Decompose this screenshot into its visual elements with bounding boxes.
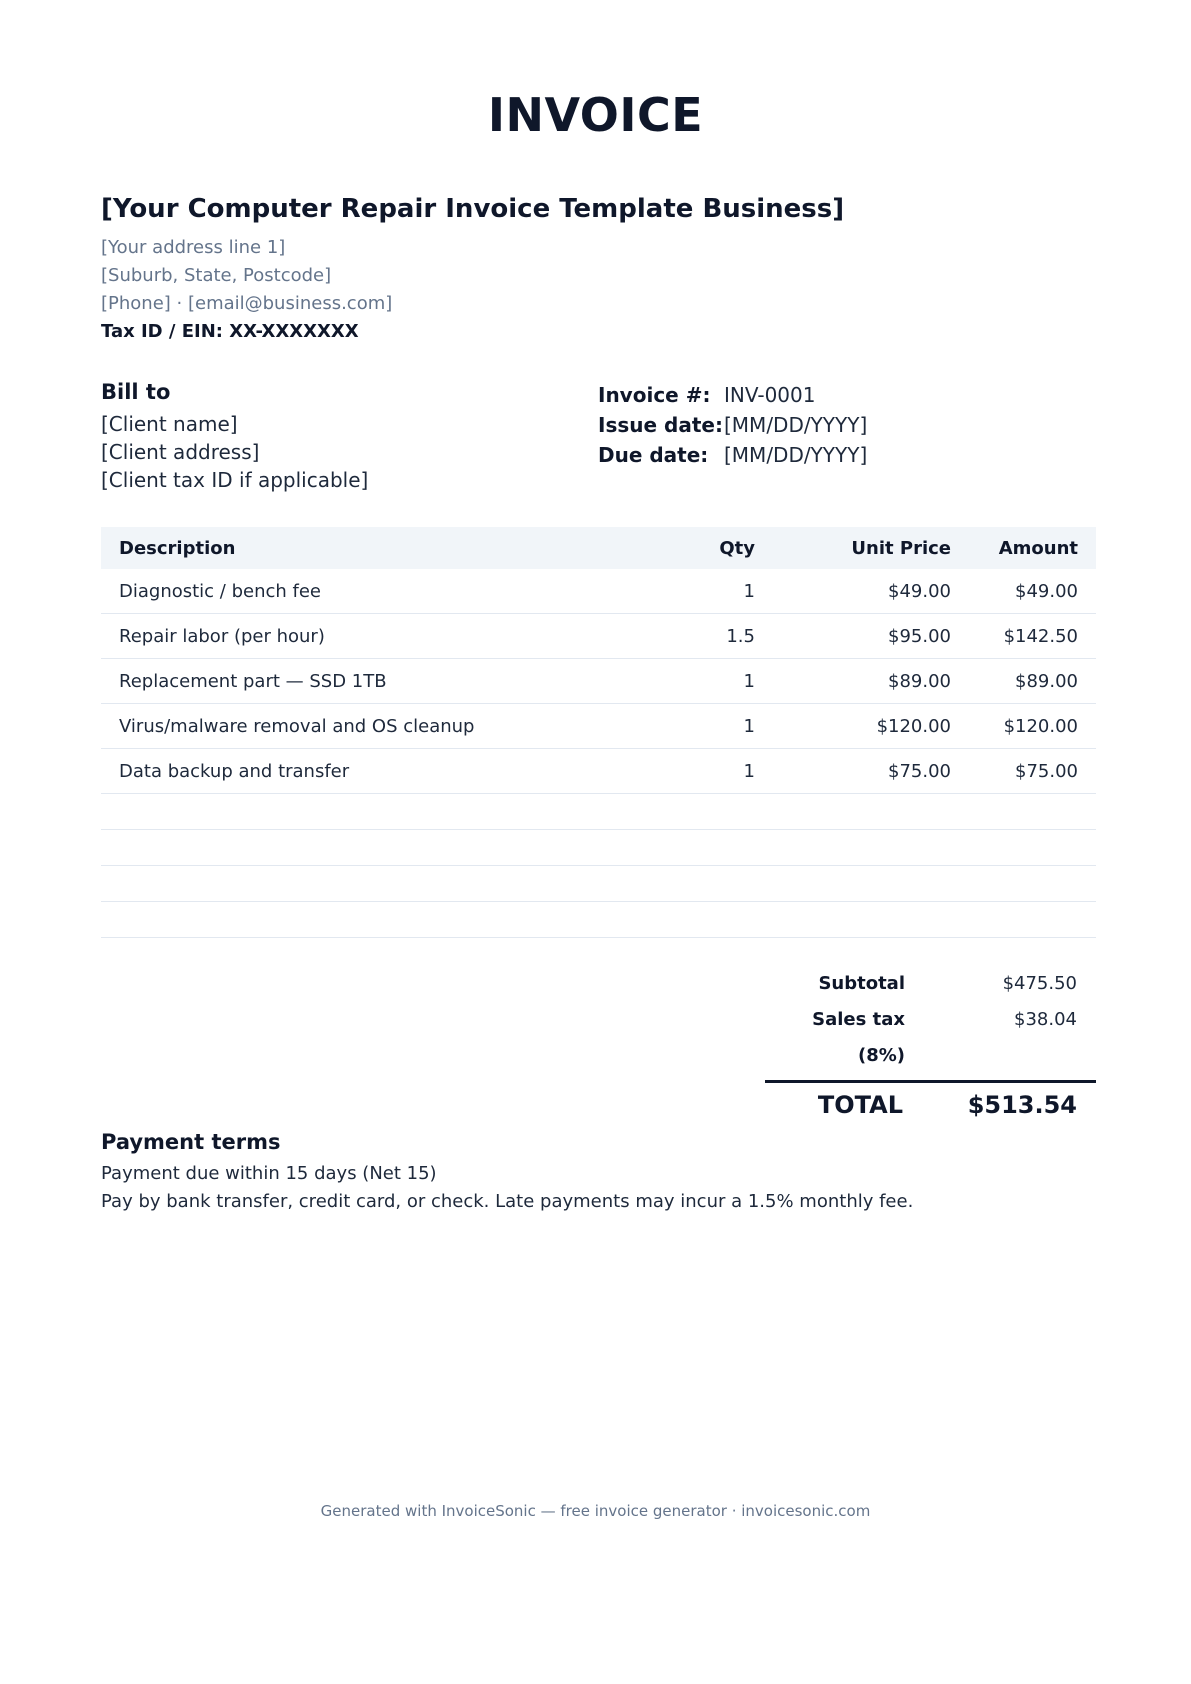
payment-terms-line2: Pay by bank transfer, credit card, or check. Late payments may incur a 1.5% monthly fee.	[101, 1191, 914, 1212]
total-label: TOTAL	[817, 1091, 903, 1119]
footer-note: Generated with InvoiceSonic — free invoice generator · invoicesonic.com	[320, 1502, 871, 1520]
header-unit-price: Unit Price	[773, 527, 969, 569]
item-unit-price: $49.00	[773, 569, 969, 614]
item-amount: $142.50	[969, 614, 1096, 659]
invoice-number-value: INV-0001	[724, 383, 816, 407]
sales-tax-row	[765, 1002, 1096, 1074]
item-description: Repair labor (per hour)	[101, 614, 657, 659]
header-description: Description	[101, 527, 657, 569]
business-tax-id: Tax ID / EIN: XX-XXXXXXX	[101, 321, 359, 342]
header-qty: Qty	[657, 527, 773, 569]
empty-table-row	[101, 902, 1096, 938]
payment-terms-section	[101, 1130, 913, 1216]
client-name: [Client name]	[101, 412, 238, 436]
business-contact: [Phone] · [email@business.com]	[101, 293, 393, 314]
item-qty: 1	[657, 704, 773, 749]
client-address: [Client address]	[101, 440, 260, 464]
table-row	[101, 749, 1096, 794]
due-date-row	[598, 440, 867, 470]
header-amount: Amount	[969, 527, 1096, 569]
issue-date-value: [MM/DD/YYYY]	[724, 413, 868, 437]
grand-total-row	[765, 1083, 1096, 1127]
table-header-row	[101, 527, 1096, 569]
invoice-number-label: Invoice #:	[598, 383, 711, 407]
item-qty: 1	[657, 569, 773, 614]
business-info	[101, 194, 844, 346]
item-amount: $75.00	[969, 749, 1096, 794]
subtotal-value: $475.50	[1002, 973, 1077, 994]
item-qty: 1	[657, 659, 773, 704]
empty-table-row	[101, 866, 1096, 902]
item-qty: 1	[657, 749, 773, 794]
item-unit-price: $75.00	[773, 749, 969, 794]
invoice-number-row	[598, 380, 867, 410]
item-amount: $49.00	[969, 569, 1096, 614]
table-row	[101, 614, 1096, 659]
item-qty: 1.5	[657, 614, 773, 659]
item-amount: $89.00	[969, 659, 1096, 704]
business-address-line1: [Your address line 1]	[101, 237, 286, 258]
sales-tax-label: Sales tax (8%)	[812, 1009, 905, 1066]
due-date-value: [MM/DD/YYYY]	[724, 443, 868, 467]
empty-table-row	[101, 794, 1096, 830]
item-amount: $120.00	[969, 704, 1096, 749]
item-unit-price: $95.00	[773, 614, 969, 659]
line-items-table	[101, 527, 1096, 938]
due-date-label: Due date:	[598, 443, 709, 467]
client-tax-id: [Client tax ID if applicable]	[101, 468, 369, 492]
item-unit-price: $89.00	[773, 659, 969, 704]
item-description: Virus/malware removal and OS cleanup	[101, 704, 657, 749]
issue-date-row	[598, 410, 867, 440]
document-title: INVOICE	[487, 88, 704, 142]
totals-section	[765, 966, 1096, 1127]
issue-date-label: Issue date:	[598, 413, 723, 437]
payment-terms-line1: Payment due within 15 days (Net 15)	[101, 1163, 437, 1184]
empty-table-row	[101, 830, 1096, 866]
subtotal-row	[765, 966, 1096, 1002]
item-unit-price: $120.00	[773, 704, 969, 749]
total-value: $513.54	[967, 1091, 1077, 1119]
subtotal-label: Subtotal	[818, 973, 905, 994]
item-description: Data backup and transfer	[101, 749, 657, 794]
business-address-line2: [Suburb, State, Postcode]	[101, 265, 332, 286]
bill-to-section	[101, 380, 368, 494]
item-description: Replacement part — SSD 1TB	[101, 659, 657, 704]
table-row	[101, 569, 1096, 614]
business-name: [Your Computer Repair Invoice Template Business]	[101, 194, 845, 224]
sales-tax-value: $38.04	[1014, 1009, 1077, 1030]
invoice-meta	[598, 380, 867, 470]
payment-terms-heading: Payment terms	[101, 1130, 281, 1154]
bill-to-heading: Bill to	[101, 380, 171, 404]
item-description: Diagnostic / bench fee	[101, 569, 657, 614]
table-row	[101, 659, 1096, 704]
table-row	[101, 704, 1096, 749]
